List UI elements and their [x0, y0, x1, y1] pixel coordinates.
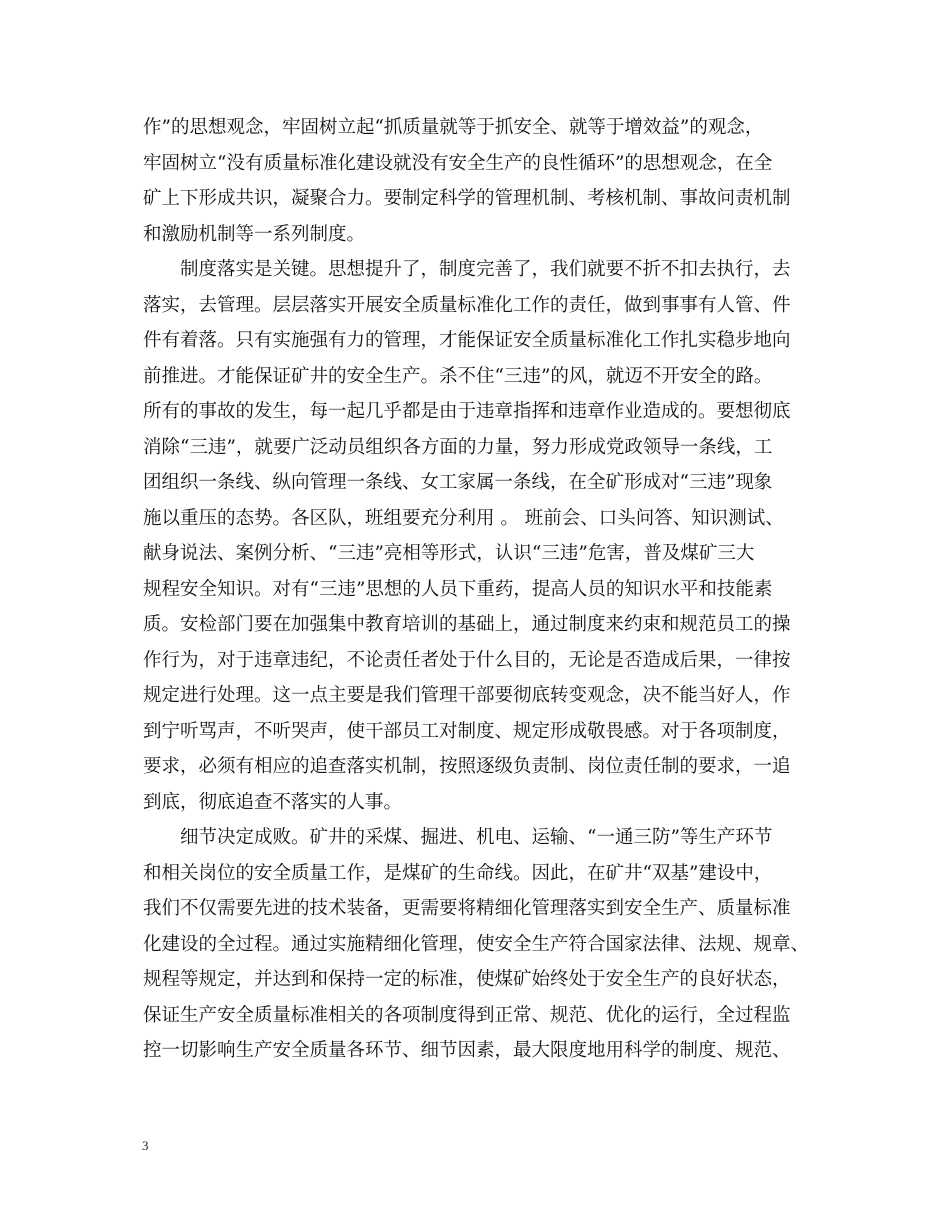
text-line: 我们不仅需要先进的技术装备，更需要将精细化管理落实到安全生产、质量标准 [143, 898, 791, 919]
text-line: 矿上下形成共识，凝聚合力。要制定科学的管理机制、考核机制、事故问责机制 [143, 188, 791, 209]
text-line: 牢固树立“没有质量标准化建设就没有安全生产的良性循环”的思想观念，在全 [143, 152, 773, 174]
text-line: 作”的思想观念，牢固树立起“抓质量就等于抓安全、就等于增效益”的观念， [143, 117, 764, 138]
text-line: 规程安全知识。对有“三违”思想的人员下重药，提高人员的知识水平和技能素 [143, 578, 773, 600]
text-line: 化建设的全过程。通过实施精细化管理，使安全生产符合国家法律、法规、规章、 [143, 933, 810, 955]
text-line: 消除“三违”，就要广泛动员组织各方面的力量，努力形成党政领导一条线，工 [143, 436, 773, 458]
page-number: 3 [142, 1138, 149, 1153]
text-line: 要求，必须有相应的追查落实机制，按照逐级负责制、岗位责任制的要求，一追 [143, 756, 791, 777]
text-line: 控一切影响生产安全质量各环节、细节因素，最大限度地用科学的制度、规范、 [143, 1040, 791, 1061]
text-line: 细节决定成败。矿井的采煤、掘进、机电、运输、“一通三防”等生产环节 [180, 827, 773, 848]
text-line: 施以重压的态势。各区队，班组要充分利用 。 班前会、口头问答、知识测试、 [143, 507, 784, 529]
text-line: 团组织一条线、纵向管理一条线、女工家属一条线，在全矿形成对“三违”现象 [143, 472, 773, 493]
text-line: 质。安检部门要在加强集中教育培训的基础上，通过制度来约束和规范员工的操 [143, 614, 791, 635]
text-line: 件有着落。只有实施强有力的管理，才能保证安全质量标准化工作扎实稳步地向 [143, 330, 791, 351]
text-line: 所有的事故的发生，每一起几乎都是由于违章指挥和违章作业造成的。要想彻底 [143, 401, 791, 422]
text-line: 制度落实是关键。思想提升了，制度完善了，我们就要不折不扣去执行，去 [180, 259, 791, 280]
text-line: 落实，去管理。层层落实开展安全质量标准化工作的责任，做到事事有人管、件 [143, 294, 791, 316]
text-line: 献身说法、案例分析、“三违”亮相等形式，认识“三违”危害，普及煤矿三大 [143, 543, 755, 564]
text-line: 规定进行处理。这一点主要是我们管理干部要彻底转变观念，决不能当好人，作 [143, 685, 791, 706]
text-line: 作行为，对于违章违纪，不论责任者处于什么目的，无论是否造成后果，一律按 [143, 649, 791, 671]
text-line: 到宁听骂声，不听哭声，使干部员工对制度、规定形成敬畏感。对于各项制度， [143, 720, 791, 742]
text-line: 前推进。才能保证矿井的安全生产。杀不住“三违”的风，就迈不开安全的路。 [143, 365, 773, 387]
text-line: 规程等规定，并达到和保持一定的标准，使煤矿始终处于安全生产的良好状态， [143, 969, 791, 990]
text-line: 和激励机制等一系列制度。 [143, 223, 366, 245]
text-line: 保证生产安全质量标准相关的各项制度得到正常、规范、优化的运行，全过程监 [143, 1004, 791, 1026]
text-line: 和相关岗位的安全质量工作，是煤矿的生命线。因此，在矿井“双基”建设中， [143, 862, 773, 884]
body-text [143, 110, 833, 1069]
text-line: 到底，彻底追查不落实的人事。 [143, 791, 403, 813]
